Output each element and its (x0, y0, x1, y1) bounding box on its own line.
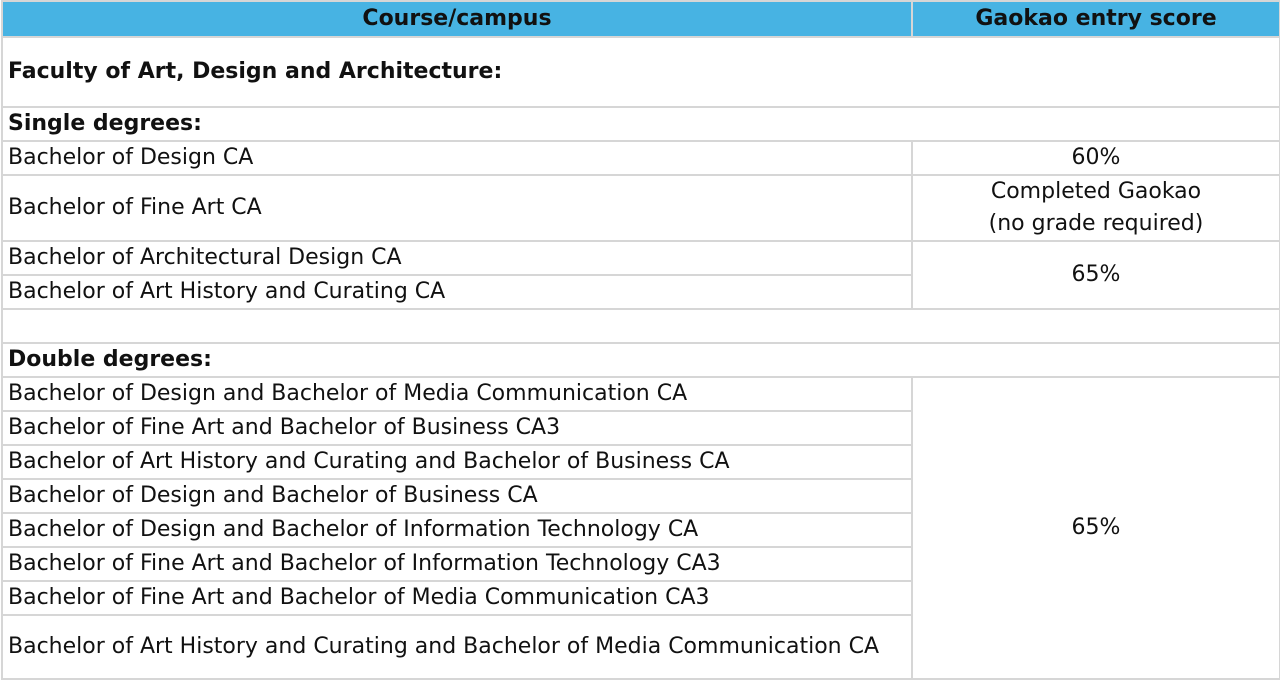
course-cell: Bachelor of Architectural Design CA (2, 241, 912, 275)
header-gaokao-score: Gaokao entry score (912, 1, 1280, 37)
course-cell: Bachelor of Art History and Curating CA (2, 275, 912, 309)
course-cell: Bachelor of Fine Art and Bachelor of Business CA3 (2, 411, 912, 445)
merged-score-cell: 65% (912, 377, 1280, 679)
single-degrees-row (2, 107, 1280, 141)
score-line-1: Completed Gaokao (990, 179, 1202, 204)
faculty-row (2, 37, 1280, 107)
merged-score-cell: 65% (912, 241, 1280, 309)
score-line-2: (no grade required) (988, 211, 1204, 236)
header-row (2, 1, 1280, 37)
course-cell: Bachelor of Fine Art and Bachelor of Information Technology CA3 (2, 547, 912, 581)
course-cell: Bachelor of Design CA (2, 141, 912, 175)
double-degrees-row (2, 343, 1280, 377)
blank-row (2, 309, 1280, 343)
course-cell: Bachelor of Fine Art CA (2, 175, 912, 241)
table-row (2, 141, 1280, 175)
course-cell: Bachelor of Design and Bachelor of Media Communication CA (2, 377, 912, 411)
blank-cell (2, 309, 1280, 343)
double-degrees-heading: Double degrees: (2, 343, 1280, 377)
score-cell: 60% (912, 141, 1280, 175)
table-row (2, 175, 1280, 241)
entry-score-table (1, 0, 1280, 680)
course-cell: Bachelor of Art History and Curating and Bachelor of Business CA (2, 445, 912, 479)
faculty-title: Faculty of Art, Design and Architecture: (2, 37, 1280, 107)
header-course-campus: Course/campus (2, 1, 912, 37)
course-cell: Bachelor of Fine Art and Bachelor of Media Communication CA3 (2, 581, 912, 615)
single-degrees-heading: Single degrees: (2, 107, 1280, 141)
table-row (2, 377, 1280, 411)
course-cell: Bachelor of Design and Bachelor of Information Technology CA (2, 513, 912, 547)
course-cell: Bachelor of Design and Bachelor of Business CA (2, 479, 912, 513)
table-row (2, 241, 1280, 275)
course-cell: Bachelor of Art History and Curating and Bachelor of Media Communication CA (2, 615, 912, 679)
score-cell (912, 175, 1280, 241)
